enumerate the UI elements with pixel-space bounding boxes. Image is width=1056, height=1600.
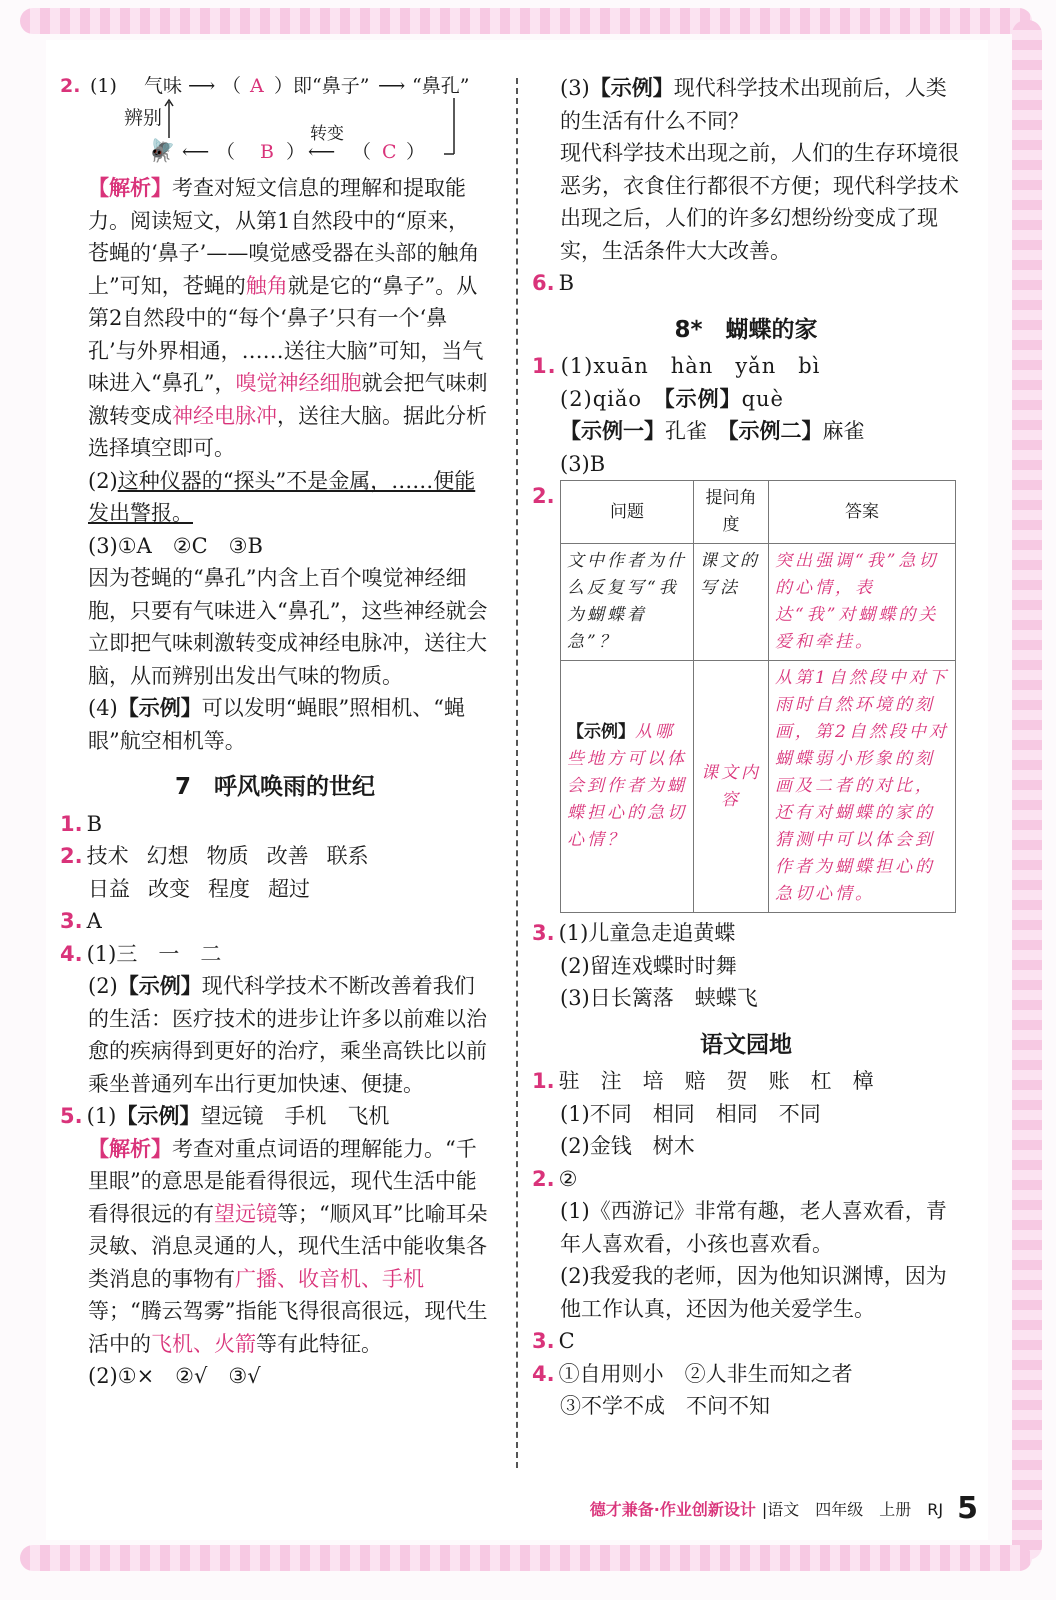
- word: 改变: [148, 876, 190, 901]
- answer-part-4: [60, 692, 490, 757]
- answer-text: (1)三 一 二: [86, 941, 222, 966]
- analysis-text: 考查对短文信息的理解和提取能力。阅读短文，从第1自然段中的“原来，苍蝇的‘鼻子’——嗅觉感受器在头部的触角上”可知，苍蝇的: [88, 176, 480, 298]
- answer-text: 望远镜 手机 飞机: [200, 1104, 390, 1128]
- table-cell-answer: 突出强调“我”急切的心情，表达“我”对蝴蝶的关爱和牵挂。: [769, 544, 956, 661]
- analysis-highlight: 广播、收音机、手机: [235, 1266, 424, 1291]
- garden-q1: [532, 1065, 960, 1098]
- question-number: 5.: [60, 1104, 83, 1128]
- word: 改善: [266, 844, 309, 868]
- answer-text: 驻 注 培 赔 贺 账 杠 樟: [558, 1069, 874, 1093]
- garden-q3: [532, 1325, 960, 1358]
- question-number: 1.: [532, 1069, 555, 1093]
- example-tag: 【示例一】: [560, 419, 665, 443]
- garden-title: 语文园地: [700, 1031, 792, 1058]
- right-column: [532, 72, 960, 1423]
- analysis-highlight: 飞机、火箭: [151, 1331, 256, 1356]
- lesson7-q2: [60, 840, 490, 873]
- example-tag: 【示例】: [567, 722, 635, 742]
- question-number: 4.: [60, 941, 83, 966]
- answer-text: (1)xuān hàn yǎn bì: [560, 354, 821, 378]
- part-label: (3): [560, 76, 590, 100]
- garden-q4: [532, 1358, 960, 1391]
- answer-text: (1)儿童急走追黄蝶: [558, 921, 736, 945]
- answer-part-2: [60, 465, 490, 530]
- word: 技术: [86, 844, 129, 868]
- table-cell-answer: 从第1自然段中对下雨时自然环境的刻画，第2自然段中对蝴蝶弱小形象的刻画及二者的对比，还有对蝴蝶的家的猜测中可以体会到作者为蝴蝶担心的急切心情。: [769, 661, 956, 913]
- question-number: 2.: [60, 75, 81, 97]
- left-column: [60, 70, 490, 1393]
- table-header-row: [561, 481, 956, 544]
- garden-q2-part1: (1)《西游记》非常有趣，老人喜欢看，青年人喜欢看，小孩也喜欢看。: [560, 1199, 947, 1256]
- lesson8-q1-part2: [532, 383, 960, 416]
- part-label: (2): [88, 468, 118, 493]
- analysis-highlight: 嗅觉神经细胞: [235, 371, 362, 395]
- answer-table: [560, 480, 956, 913]
- analysis-text: 等；“顺风耳”比喻耳朵灵敏、消息灵通的人，现代生活中能收集各类消息的事物有: [88, 1201, 488, 1291]
- question-number: 2.: [532, 484, 555, 508]
- diagram-convert: 转变: [310, 124, 344, 144]
- analysis-highlight: 望远镜: [214, 1201, 277, 1226]
- diagram-distinguish: 辨别: [124, 107, 163, 129]
- table-cell-angle: 课文内容: [694, 661, 769, 913]
- question-number: 1.: [532, 354, 557, 378]
- part-label: (4): [88, 696, 118, 720]
- word: 联系: [326, 844, 369, 868]
- right-decorative-border: [1012, 20, 1042, 1560]
- analysis-text: 等；“腾云驾雾”指能飞得很高很远，现代生活中的: [88, 1299, 488, 1356]
- example-tag: 【示例二】: [728, 419, 823, 443]
- analysis-paragraph: [60, 172, 490, 465]
- table-header: 答案: [769, 481, 956, 544]
- analysis-tag: 【解析】: [88, 176, 172, 200]
- question-number: 3.: [60, 909, 83, 933]
- analysis-text: 就会把气味刺激转变成: [88, 371, 488, 428]
- example-tag: 【示例】: [116, 1104, 201, 1128]
- question-number: 3.: [532, 921, 555, 945]
- garden-q2-part2: (2)我爱我的老师，因为他知识渊博，因为他工作认真，还因为他关爱学生。: [560, 1264, 947, 1321]
- arrow-left-icon: ⟵: [308, 141, 336, 163]
- answer-text: (2)qiǎo: [560, 386, 665, 411]
- question-number: 2.: [532, 1166, 555, 1191]
- answer-part-3-text: 因为苍蝇的“鼻孔”内含上百个嗅觉神经细胞，只要有气味进入“鼻孔”，这些神经就会立即把气味刺激转变成神经电脉冲，送往大脑，从而辨别出发出气味的物质。: [88, 566, 488, 688]
- bracket: （: [216, 141, 236, 163]
- lesson7-q5: [60, 1100, 490, 1133]
- word: 物质: [206, 844, 249, 868]
- part-label: (1): [86, 1104, 117, 1128]
- answer-text: A: [86, 909, 102, 933]
- footer-subject: |语文 四年级 上册 RJ: [761, 1499, 944, 1519]
- diagram-nose: ）即“鼻子”: [274, 75, 370, 97]
- bracket: ）: [406, 141, 426, 163]
- lesson8-q3: [532, 917, 960, 950]
- table-row: [561, 661, 956, 913]
- answer-text: 现代科学技术不断改善着我们的生活：医疗技术的进步让许多以前难以治愈的疾病得到更好的治疗，乘坐高铁比以前乘坐普通列车出行更加快速、便捷。: [88, 974, 487, 1096]
- lesson7-q5-part3-answer: 现代科学技术出现之前，人们的生存环境很恶劣，衣食住行都很不方便；现代科学技术出现之后，人们的许多幻想纷纷变成了现实，生活条件大大改善。: [560, 141, 959, 263]
- fly-icon: 🪰: [148, 139, 176, 164]
- page-number: 5: [957, 1490, 978, 1526]
- analysis-text: 考查对重点词语的理解能力。“千里眼”的意思是能看得很远，现代生活中能看得很远的有: [88, 1136, 477, 1226]
- lesson8-q3-line3: (3)日长篱落 蛱蝶飞: [560, 986, 758, 1010]
- analysis-text: ，送往大脑。据此分析选择填空即可。: [88, 403, 487, 460]
- garden-q1-part2: (2)金钱 树木: [560, 1134, 695, 1158]
- diagram-smell: 气味: [144, 75, 183, 97]
- answer-question: 现代科学技术出现前后，人类的生活有什么不同？: [560, 76, 947, 133]
- lesson7-q4-part2: [60, 970, 490, 1100]
- answer-b: B: [260, 141, 274, 163]
- garden-q2: [532, 1163, 960, 1196]
- word: 超过: [268, 876, 310, 901]
- question-number: 3.: [532, 1329, 555, 1353]
- answer-text: B: [86, 811, 103, 836]
- analysis-highlight: 触角: [245, 273, 288, 298]
- lesson7-q5-part2: (2)①× ②√ ③√: [88, 1364, 261, 1388]
- word: 日益: [88, 876, 130, 901]
- arrow-right-icon: ⟶: [188, 75, 216, 97]
- answer-a: A: [250, 75, 264, 97]
- flow-diagram: [60, 70, 490, 172]
- table-header: 问题: [561, 481, 694, 544]
- garden-q1-part1: (1)不同 相同 相同 不同: [560, 1101, 821, 1126]
- example-tag: 【示例】: [664, 386, 742, 411]
- bracket: （: [222, 75, 242, 97]
- arrow-right-icon: ⟶: [378, 75, 406, 97]
- answer-c: C: [382, 141, 397, 163]
- example-tag: 【示例】: [589, 76, 674, 100]
- lesson7-q6: [532, 267, 960, 300]
- arrow-down-line-icon: [444, 96, 464, 173]
- lesson8-q2: [532, 480, 960, 913]
- lesson-8-title: 8* 蝴蝶的家: [674, 316, 818, 343]
- lesson-7-title: 7 呼风唤雨的世纪: [174, 774, 375, 800]
- table-row: [561, 544, 956, 661]
- lesson7-q2-line2: [60, 873, 490, 906]
- bottom-decorative-border: [20, 1545, 1032, 1571]
- underlined-answer: 这种仪器的“探头”不是金属，……便能发出警报。: [88, 468, 476, 525]
- question-number: 2.: [60, 844, 83, 868]
- question-number: 6.: [532, 271, 555, 295]
- lesson8-q1-part3: (3)B: [560, 451, 606, 476]
- diagram-nostril: “鼻孔”: [412, 75, 470, 97]
- answer-text: què: [741, 386, 784, 411]
- lesson7-q5-analysis: [60, 1133, 490, 1361]
- question-number: 4.: [532, 1361, 555, 1386]
- diagram-label: (1): [90, 75, 117, 97]
- lesson8-q3-line2: (2)留连戏蝶时时舞: [560, 953, 737, 978]
- analysis-text: 等有此特征。: [256, 1331, 382, 1356]
- example-tag: 【示例】: [117, 974, 202, 998]
- arrow-down-icon: [444, 96, 464, 162]
- table-cell-angle: 课文的写法: [694, 544, 769, 661]
- answer-text: 可以发明“蝇眼”照相机、“蝇眼”航空相机等。: [88, 696, 465, 753]
- top-decorative-border: [20, 8, 1032, 34]
- analysis-text: 就是它的“鼻子”。从第2自然段中的“每个‘鼻子’只有一个‘鼻孔’与外界相通，……送往大脑”可知，当气味进入“鼻孔”，: [88, 273, 484, 395]
- lesson7-q3: [60, 905, 490, 938]
- answer-text: ①自用则小 ②人非生而知之者: [558, 1361, 853, 1386]
- bracket: ）: [286, 141, 306, 163]
- lesson7-q1: [60, 808, 490, 841]
- word: 程度: [208, 876, 250, 901]
- answer-text: C: [558, 1329, 575, 1353]
- lesson8-q1: [532, 350, 960, 383]
- analysis-highlight: 神经电脉冲: [172, 403, 277, 428]
- bracket: （: [352, 141, 372, 163]
- answer-part-3: (3)①A ②C ③B: [88, 533, 263, 558]
- column-divider: [516, 78, 518, 1468]
- table-header: 提问角度: [694, 481, 769, 544]
- handwritten-text: 从哪些地方可以体会到作者为蝴蝶担心的急切心情？: [567, 722, 687, 850]
- answer-text: 麻雀: [822, 419, 865, 443]
- table-cell-question: [561, 661, 694, 913]
- lesson7-q5-part3: [532, 72, 960, 137]
- garden-q4-line2: ③不学不成 不问不知: [560, 1394, 770, 1418]
- arrow-left-icon: ⟵: [182, 141, 210, 163]
- lesson8-q1-examples: [532, 415, 960, 448]
- answer-text: B: [558, 271, 575, 295]
- word: 幻想: [146, 844, 189, 868]
- analysis-tag: 【解析】: [88, 1136, 172, 1161]
- question-number: 1.: [60, 811, 83, 836]
- answer-text: ②: [558, 1166, 578, 1191]
- page-footer: [548, 1488, 978, 1528]
- example-tag: 【示例】: [117, 696, 202, 720]
- footer-brand: 德才兼备·作业创新设计: [589, 1499, 756, 1519]
- part-label: (2): [88, 974, 118, 998]
- table-cell-question: 文中作者为什么反复写“我为蝴蝶着急”？: [561, 544, 694, 661]
- answer-text: 孔雀: [665, 419, 728, 443]
- lesson7-q4: [60, 938, 490, 971]
